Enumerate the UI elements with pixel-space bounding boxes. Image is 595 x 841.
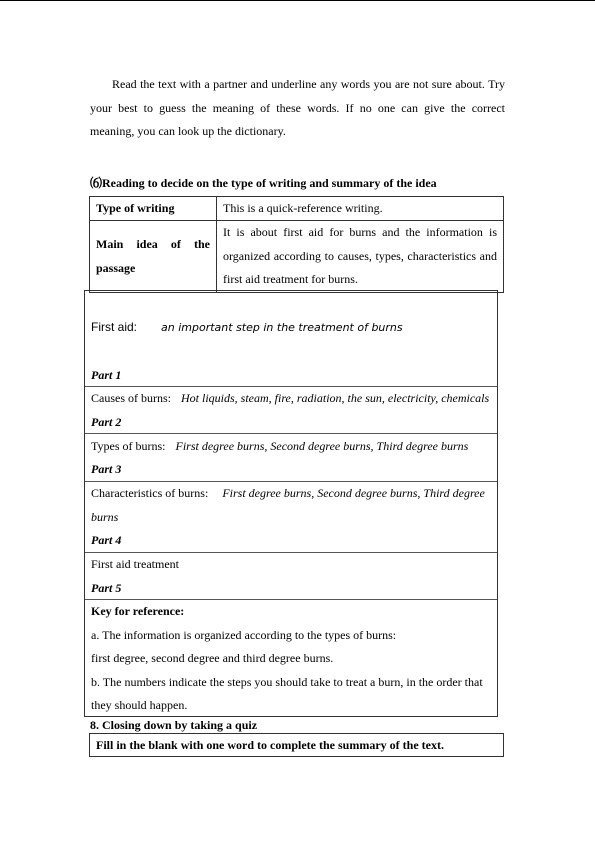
part-3-label: Part 3 <box>91 462 122 476</box>
part-5-label: Part 5 <box>91 581 122 595</box>
part-2-label: Part 2 <box>91 415 122 429</box>
first-aid-treatment-label: First aid treatment <box>91 557 179 571</box>
part-1-label: Part 1 <box>91 368 122 382</box>
type-of-writing-value: This is a quick-reference writing. <box>217 197 504 221</box>
types-row <box>91 439 468 454</box>
section-8-heading: 8. Closing down by taking a quiz <box>90 718 258 732</box>
divider <box>85 433 497 434</box>
characteristics-value: First degree burns, Second degree burns, Third degree <box>222 486 485 500</box>
characteristics-value-continued: burns <box>91 510 119 524</box>
page-top-rule <box>0 0 595 1</box>
type-of-writing-label: Type of writing <box>90 197 217 221</box>
intro-paragraph: Read the text with a partner and underline any words you are not sure about. Try your best to guess the meaning of these words. If no one can give the correct meaning, you can look up the dictionary. <box>90 77 505 138</box>
quiz-instruction-box: Fill in the blank with one word to complete the summary of the text. <box>89 733 504 757</box>
key-for-reference-heading: Key for reference: <box>91 604 185 618</box>
table-row <box>90 197 504 221</box>
types-value: First degree burns, Second degree burns, Third degree burns <box>175 439 469 453</box>
first-aid-value: an important step in the treatment of burns <box>161 321 403 334</box>
characteristics-label: Characteristics of burns: <box>91 486 209 500</box>
divider <box>85 386 497 387</box>
section-6-heading: ⑹Reading to decide on the type of writing and summary of the idea <box>90 176 437 190</box>
key-b-line-1: b. The numbers indicate the steps you should take to treat a burn, in the order that <box>91 675 483 689</box>
characteristics-row <box>91 486 485 501</box>
writing-summary-table <box>89 196 504 293</box>
passage-outline-box <box>84 290 498 717</box>
main-idea-label: Main idea of the passage <box>90 221 217 293</box>
first-aid-row <box>91 320 403 335</box>
types-label: Types of burns: <box>91 439 166 453</box>
part-4-label: Part 4 <box>91 533 122 547</box>
causes-value: Hot liquids, steam, fire, radiation, the sun, electricity, chemicals <box>181 391 490 405</box>
table-row <box>90 221 504 293</box>
divider <box>85 599 497 600</box>
causes-row <box>91 391 489 406</box>
first-aid-label: First aid: <box>91 320 138 334</box>
key-b-line-2: they should happen. <box>91 698 188 712</box>
divider <box>85 552 497 553</box>
key-a-line-2: first degree, second degree and third degree burns. <box>91 651 334 665</box>
key-a-line-1: a. The information is organized according to the types of burns: <box>91 628 397 642</box>
divider <box>85 481 497 482</box>
causes-label: Causes of burns: <box>91 391 171 405</box>
main-idea-value: It is about first aid for burns and the information is organized according to causes, types, characteristics and first aid treatment for burns. <box>217 221 504 293</box>
